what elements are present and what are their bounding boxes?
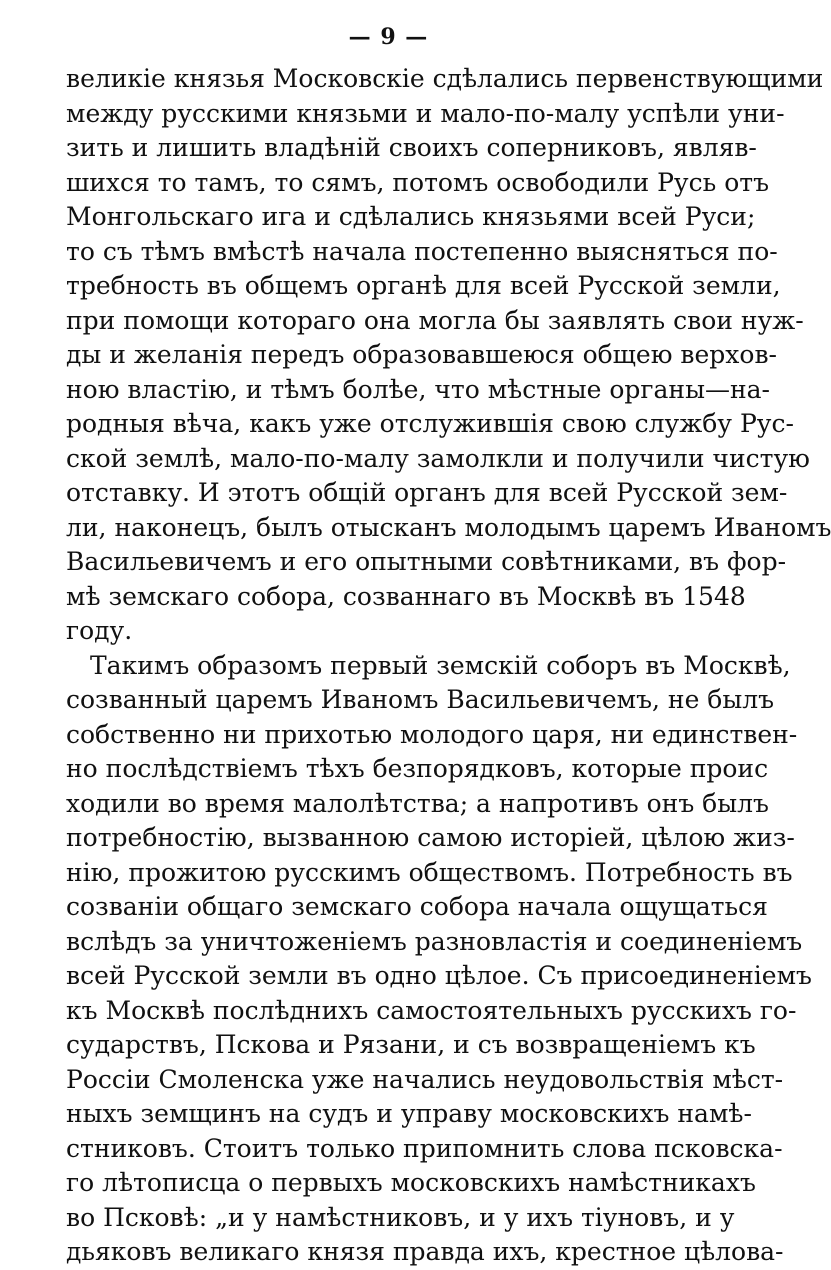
text-line: требность въ общемъ органѣ для всей Русской земли, xyxy=(66,271,781,300)
text-line: созванный царемъ Иваномъ Васильевичемъ, не былъ xyxy=(66,685,775,714)
text-line: ды и желанія передъ образовавшеюся общею верхов- xyxy=(66,340,777,369)
text-line: ли, наконецъ, былъ отысканъ молодымъ царемъ Иваномъ xyxy=(66,512,831,542)
text-line: во Псковѣ: „и у намѣстниковъ, и у ихъ тіуновъ, и у xyxy=(66,1202,735,1232)
text-line: ходили во время малолѣтства; а напротивъ онъ былъ xyxy=(66,788,769,818)
text-line: дьяковъ великаго князя правда ихъ, крестное цѣлова- xyxy=(66,1237,784,1266)
text-line: ною властію, и тѣмъ болѣе, что мѣстные органы—на- xyxy=(66,374,770,404)
text-line: великіе князья Московскіе сдѣлались первенствующими xyxy=(66,64,824,93)
text-line: зить и лишить владѣній своихъ соперниковъ, являв- xyxy=(66,133,757,162)
text-line: но послѣдствіемъ тѣхъ безпорядковъ, которые проис xyxy=(66,754,769,783)
text-line: шихся то тамъ, то сямъ, потомъ освободили Русь отъ xyxy=(66,167,769,197)
text-line: отставку. И этотъ общій органъ для всей Русской зем- xyxy=(66,478,788,507)
text-line: Монгольскаго ига и сдѣлались князьями всей Руси; xyxy=(66,202,756,231)
text-line: то съ тѣмъ вмѣстѣ начала постепенно выясняться по- xyxy=(66,236,778,266)
text-line: къ Москвѣ послѣднихъ самостоятельныхъ русскихъ го- xyxy=(66,995,797,1025)
page-number: — 9 — xyxy=(348,24,429,50)
body-text xyxy=(66,62,831,1270)
text-line: мѣ земскаго собора, созваннаго въ Москвѣ въ 1548 xyxy=(66,581,746,611)
text-line: всей Русской земли въ одно цѣлое. Съ присоединеніемъ xyxy=(66,961,812,990)
text-line: собственно ни прихотью молодого царя, ни единствен- xyxy=(66,719,798,749)
paragraph-2 xyxy=(66,649,812,1270)
text-line: Такимъ образомъ первый земскій соборъ въ Москвѣ, xyxy=(90,650,791,680)
text-line: родныя вѣча, какъ уже отслужившія свою службу Рус- xyxy=(66,409,794,438)
paragraph-1 xyxy=(66,62,831,649)
text-line: при помощи котораго она могла бы заявлять свои нуж- xyxy=(66,305,804,335)
text-line: потребностію, вызванною самою исторіей, цѣлою жиз- xyxy=(66,823,795,852)
text-line: ской землѣ, мало-по-малу замолкли и получили чистую xyxy=(66,443,810,473)
text-line: стниковъ. Стоитъ только припомнить слова псковска- xyxy=(66,1133,783,1163)
text-line: ныхъ земщинъ на судъ и управу московскихъ намѣ- xyxy=(66,1099,752,1128)
text-line: го лѣтописца о первыхъ московскихъ намѣстникахъ xyxy=(66,1168,756,1197)
text-line: Васильевичемъ и его опытными совѣтниками, въ фор- xyxy=(66,547,787,576)
text-line: Россіи Смоленска уже начались неудовольствія мѣст- xyxy=(66,1064,784,1094)
text-line: нію, прожитою русскимъ обществомъ. Потребность въ xyxy=(66,857,793,887)
text-line: вслѣдъ за уничтоженіемъ разновластія и соединеніемъ xyxy=(66,926,803,956)
text-line: сударствъ, Пскова и Рязани, и съ возвращеніемъ къ xyxy=(66,1030,756,1059)
text-line: между русскими князьми и мало-по-малу успѣли уни- xyxy=(66,98,785,128)
text-line: году. xyxy=(66,616,133,645)
text-line: созваніи общаго земскаго собора начала ощущаться xyxy=(66,892,768,921)
